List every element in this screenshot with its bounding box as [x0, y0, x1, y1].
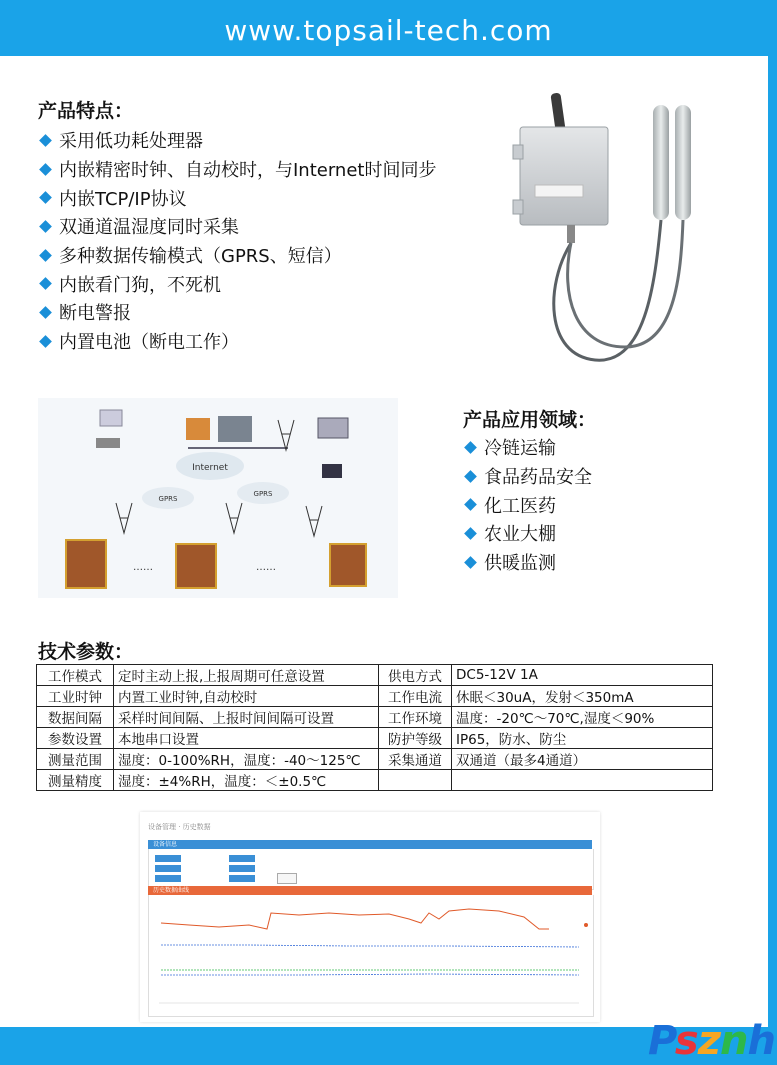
- ellipsis-label: ……: [133, 562, 153, 573]
- param-key: 工业时钟: [37, 686, 114, 707]
- applications-title: 产品应用领域：: [463, 409, 597, 431]
- features-list: [38, 126, 436, 356]
- tech-params-table: [36, 664, 713, 791]
- param-value: 本地串口设置: [114, 728, 379, 749]
- info-tag: [229, 855, 255, 862]
- table-row: [37, 770, 713, 791]
- features-title: 产品特点：: [38, 100, 134, 122]
- param-key: [379, 770, 452, 791]
- feature-item: 断电警报: [38, 298, 436, 327]
- param-value: 湿度：±4%RH，温度：＜±0.5℃: [114, 770, 379, 791]
- feature-item: 多种数据传输模式（GPRS、短信）: [38, 241, 436, 270]
- gprs-label: GPRS: [158, 495, 178, 503]
- info-tag: [155, 875, 181, 882]
- diamond-bullet-icon: [39, 306, 52, 319]
- right-edge-band: [768, 0, 777, 1065]
- device-product-image: [505, 85, 705, 375]
- param-key: 工作环境: [379, 707, 452, 728]
- application-item: 化工医药: [463, 490, 592, 519]
- history-curve-chart: [148, 895, 594, 1017]
- website-url[interactable]: www.topsail-tech.com: [224, 14, 553, 47]
- software-screenshot: [140, 812, 600, 1022]
- feature-item: 内嵌看门狗，不死机: [38, 269, 436, 298]
- param-key: 防护等级: [379, 728, 452, 749]
- gprs-label: GPRS: [253, 490, 273, 498]
- table-row: [37, 686, 713, 707]
- param-key: 工作电流: [379, 686, 452, 707]
- diamond-bullet-icon: [39, 163, 52, 176]
- chart-header: [148, 886, 592, 895]
- breadcrumb: 设备管理 · 历史数据: [148, 823, 211, 831]
- table-row: [37, 707, 713, 728]
- param-key: 采集通道: [379, 749, 452, 770]
- info-tag: [229, 865, 255, 872]
- param-key: 供电方式: [379, 665, 452, 686]
- param-key: 数据间隔: [37, 707, 114, 728]
- param-value: [452, 770, 713, 791]
- param-value: 内置工业时钟,自动校时: [114, 686, 379, 707]
- feature-item: 内嵌精密时钟、自动校时，与Internet时间同步: [38, 155, 436, 184]
- feature-item: 内置电池（断电工作）: [38, 327, 436, 356]
- diamond-bullet-icon: [464, 470, 477, 483]
- diamond-bullet-icon: [39, 134, 52, 147]
- param-key: 测量范围: [37, 749, 114, 770]
- application-item: 农业大棚: [463, 519, 592, 548]
- param-value: 定时主动上报,上报周期可任意设置: [114, 665, 379, 686]
- feature-item: 采用低功耗处理器: [38, 126, 436, 155]
- query-button[interactable]: [277, 873, 297, 884]
- diamond-bullet-icon: [39, 191, 52, 204]
- internet-label: Internet: [192, 463, 228, 473]
- brand-logo: Psznh: [648, 1018, 775, 1064]
- param-value: 采样时间间隔、上报时间间隔可设置: [114, 707, 379, 728]
- diamond-bullet-icon: [39, 335, 52, 348]
- param-value: 温度：-20℃～70℃,湿度＜90%: [452, 707, 713, 728]
- diamond-bullet-icon: [39, 220, 52, 233]
- diamond-bullet-icon: [464, 556, 477, 569]
- application-item: 食品药品安全: [463, 462, 592, 491]
- info-tag: [229, 875, 255, 882]
- diamond-bullet-icon: [464, 527, 477, 540]
- feature-item: 双通道温湿度同时采集: [38, 212, 436, 241]
- diamond-bullet-icon: [39, 277, 52, 290]
- diamond-bullet-icon: [464, 441, 477, 454]
- panel-title: 设备信息: [153, 841, 178, 848]
- diamond-bullet-icon: [39, 249, 52, 262]
- applications-list: [463, 433, 592, 576]
- ellipsis-label: ……: [256, 562, 276, 573]
- network-topology-diagram: [38, 398, 398, 598]
- param-value: IP65，防水、防尘: [452, 728, 713, 749]
- device-info-panel: [148, 849, 594, 890]
- table-row: [37, 665, 713, 686]
- diamond-bullet-icon: [464, 498, 477, 511]
- param-key: 工作模式: [37, 665, 114, 686]
- application-item: 冷链运输: [463, 433, 592, 462]
- chart-title: 历史数据曲线: [153, 887, 190, 894]
- tech-params-title: 技术参数：: [38, 641, 134, 663]
- param-key: 参数设置: [37, 728, 114, 749]
- feature-item: 内嵌TCP/IP协议: [38, 183, 436, 212]
- info-tag: [155, 855, 181, 862]
- table-row: [37, 749, 713, 770]
- param-value: DC5-12V 1A: [452, 665, 713, 686]
- device-info-header: [148, 840, 592, 849]
- table-row: [37, 728, 713, 749]
- application-item: 供暖监测: [463, 548, 592, 577]
- param-value: 休眠＜30uA，发射＜350mA: [452, 686, 713, 707]
- param-value: 双通道（最多4通道）: [452, 749, 713, 770]
- param-key: 测量精度: [37, 770, 114, 791]
- param-value: 湿度：0-100%RH，温度：-40～125℃: [114, 749, 379, 770]
- info-tag: [155, 865, 181, 872]
